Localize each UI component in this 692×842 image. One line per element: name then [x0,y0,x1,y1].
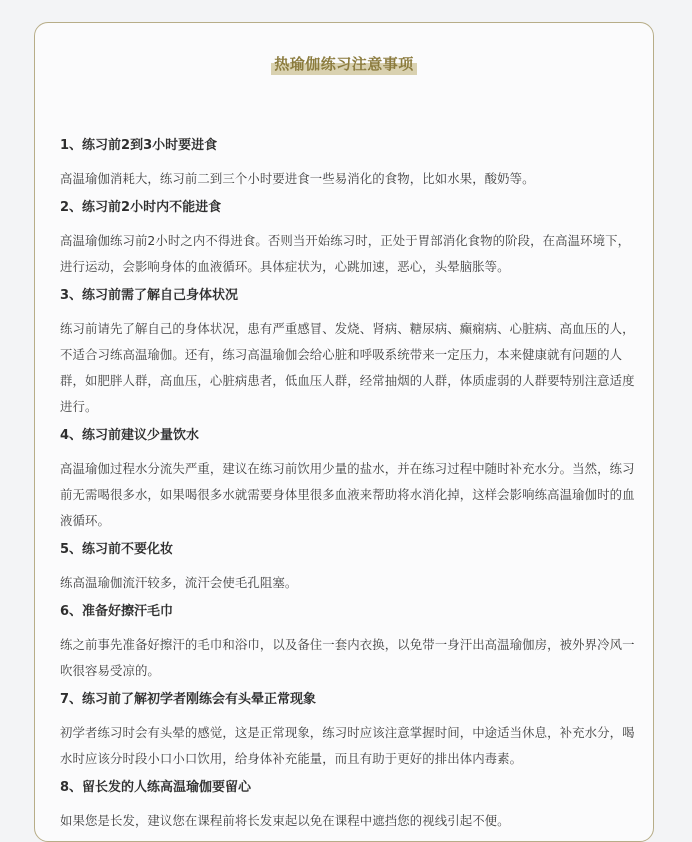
section-3 [60,286,635,420]
section-body: 高温瑜伽过程水分流失严重，建议在练习前饮用少量的盐水，并在练习过程中随时补充水分。当然，练习前无需喝很多水，如果喝很多水就需要身体里很多血液来帮助将水消化掉，这样会影响练高温瑜伽时的血液循环。 [60,461,635,528]
section-body: 练之前事先准备好擦汗的毛巾和浴巾，以及备住一套内衣换，以免带一身汗出高温瑜伽房，被外界冷风一吹很容易受凉的。 [60,637,635,678]
section-2 [60,198,635,280]
section-body: 练高温瑜伽流汗较多，流汗会使毛孔阻塞。 [60,575,298,590]
section-heading: 2、练习前2小时内不能进食 [60,200,222,215]
section-4 [60,426,635,534]
section-7 [60,690,635,772]
notice-card [34,22,654,842]
section-8 [60,778,635,834]
section-heading: 1、练习前2到3小时要进食 [60,138,218,153]
section-body: 练习前请先了解自己的身体状况，患有严重感冒、发烧、肾病、糖尿病、癫痫病、心脏病、高血压的人，不适合习练高温瑜伽。还有，练习高温瑜伽会给心脏和呼吸系统带来一定压力，本来健康就有问题的人群，如肥胖人群，高血压，心脏病患者，低血压人群，经常抽烟的人群，体质虚弱的人群要特别注意适度进行。 [60,321,635,414]
section-heading: 8、留长发的人练高温瑜伽要留心 [60,780,252,795]
section-body: 高温瑜伽消耗大，练习前二到三个小时要进食一些易消化的食物，比如水果，酸奶等。 [60,171,535,186]
section-heading: 5、练习前不要化妆 [60,542,174,557]
section-heading: 6、准备好擦汗毛巾 [60,604,174,619]
section-1 [60,136,635,192]
section-body: 如果您是长发，建议您在课程前将长发束起以免在课程中遮挡您的视线引起不便。 [60,813,510,828]
page-title: 热瑜伽练习注意事项 [271,53,417,75]
section-body: 初学者练习时会有头晕的感觉，这是正常现象，练习时应该注意掌握时间，中途适当休息，补充水分，喝水时应该分时段小口小口饮用，给身体补充能量，而且有助于更好的排出体内毒素。 [60,725,635,766]
title-wrap [35,53,653,75]
section-heading: 4、练习前建议少量饮水 [60,428,200,443]
section-body: 高温瑜伽练习前2小时之内不得进食。否则当开始练习时，正处于胃部消化食物的阶段，在高温环境下，进行运动，会影响身体的血液循环。具体症状为，心跳加速，恶心，头晕脑胀等。 [60,233,631,274]
section-heading: 3、练习前需了解自己身体状况 [60,288,239,303]
section-heading: 7、练习前了解初学者刚练会有头晕正常现象 [60,692,317,707]
content [60,136,635,840]
section-6 [60,602,635,684]
section-5 [60,540,635,596]
